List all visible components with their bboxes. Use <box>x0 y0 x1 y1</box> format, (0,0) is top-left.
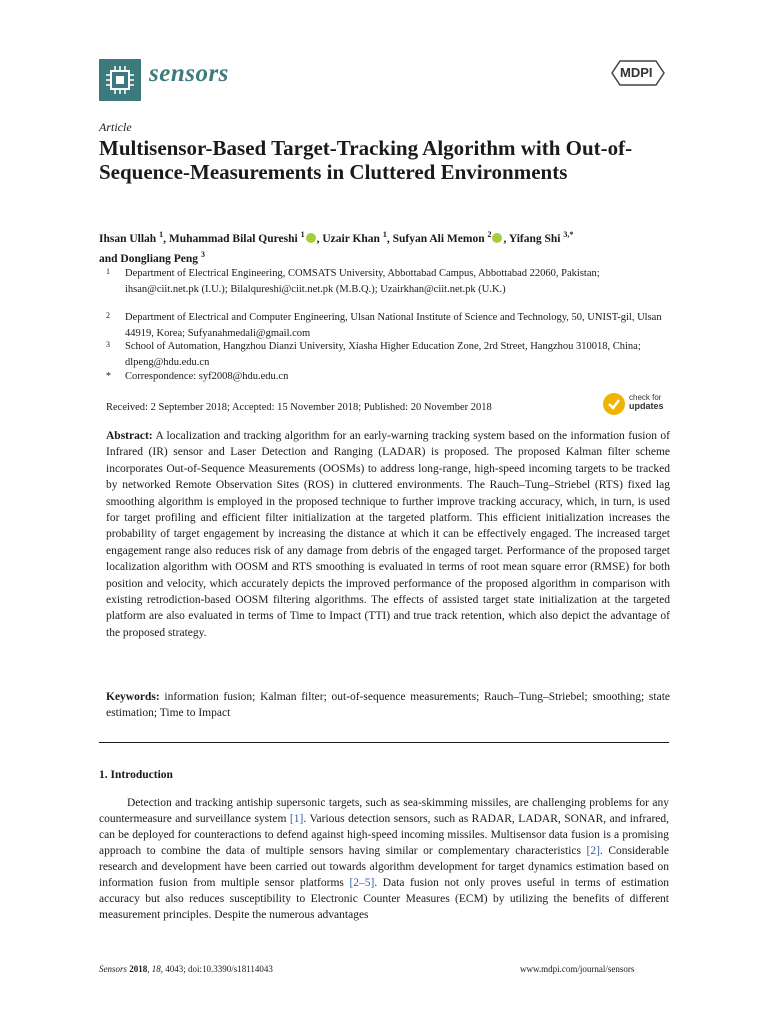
publication-dates: Received: 2 September 2018; Accepted: 15 November 2018; Published: 20 November 2018 <box>106 402 492 413</box>
journal-logo <box>99 59 141 101</box>
author-name[interactable]: Uzair Khan <box>322 232 380 245</box>
citation-link[interactable]: [2–5] <box>349 877 375 889</box>
author-name[interactable]: Muhammad Bilal Qureshi <box>168 232 298 245</box>
author-name[interactable]: Yifang Shi <box>508 232 561 245</box>
affiliation-number: 1 <box>106 267 110 276</box>
author-affil-sup: 2 <box>487 230 492 239</box>
footer-year: 2018 <box>129 964 148 974</box>
author-conjunction: and <box>99 252 118 265</box>
affiliation-number: 3 <box>106 340 110 349</box>
affiliation-number: 2 <box>106 311 110 320</box>
intro-text: . Data fusion not only proves useful in terms of estimation accuracy but also reduces susceptibility to Electronic Counter Measures (ECM) by utilizing the benefits of different measurement principles. Despite the numerous advantages <box>99 877 669 921</box>
publisher-name: MDPI <box>620 65 653 80</box>
section-divider <box>99 742 669 743</box>
author-name[interactable]: Dongliang Peng <box>120 252 199 265</box>
author-affil-sup: 1 <box>159 230 164 239</box>
check-updates-icon <box>603 393 625 415</box>
author-name[interactable]: Sufyan Ali Memon <box>392 232 485 245</box>
footer-volume: 18 <box>151 964 161 974</box>
intro-text: . Considerable research and development have been carried out towards algorithm development for target dynamics estimation based on information fusion from multiple sensor platforms <box>99 845 669 889</box>
check-updates-line1: check for <box>629 393 662 402</box>
citation-link[interactable]: [1] <box>289 813 304 825</box>
intro-paragraph <box>99 795 669 923</box>
keywords-text: information fusion; Kalman filter; out-of-sequence measurements; Rauch–Tung–Striebel; smoothing; state estimation; Time to Impact <box>106 691 670 720</box>
footer-journal: Sensors <box>99 964 128 974</box>
footer-url[interactable]: www.mdpi.com/journal/sensors <box>520 964 635 974</box>
correspondence-text: Correspondence: syf2008@hdu.edu.cn <box>125 371 289 382</box>
affiliation-2 <box>106 310 676 341</box>
correspondence <box>106 369 676 385</box>
intro-text: . Various detection sensors, such as RADAR, LADAR, SONAR, and infrared, can be deployed for counteractions to defend against high-speed incoming missiles. Multisensor data fusion is a promising approach to combine the data of multiple sensors having similar or complementary characteristics <box>99 813 670 857</box>
author-affil-sup: 3 <box>200 249 205 259</box>
footer-citation: Sensors 2018, 18, 4043; doi:10.3390/s18114043 <box>99 964 273 974</box>
affiliation-1 <box>106 266 676 297</box>
footer-doi: , 4043; doi:10.3390/s18114043 <box>160 964 273 974</box>
paper-title: Multisensor-Based Target-Tracking Algorithm with Out-of-Sequence-Measurements in Cluttered Environments <box>99 136 633 184</box>
publisher-logo <box>614 65 653 81</box>
check-for-updates-badge[interactable] <box>603 391 673 417</box>
abstract-text: A localization and tracking algorithm for an early-warning tracking system based on the information fusion of Infrared (IR) sensor and Laser Detection and Ranging (LADAR) is proposed. The proposed Kalman filter scheme incorporates Out-of-Sequence Measurements (OOSMs) to address long-range, high-speed incoming targets to be tracked by networked Remote Observation Sites (ROS) in cluttered environments. The Rauch–Tung–Striebel (RTS) fixed lag smoothing algorithm is employed in the proposed technique to further improve tracking accuracy, which, in turn, is used for target profiling and efficient filter initialization at the targeted platform. This efficient initialization increases the probability of target engagement by increasing the distance at which it can be effectively engaged. The increased target engagement range also reduces risk of any damage from debris of the engaged target. Performance of the proposed target localization algorithm with OOSM and RTS smoothing is evaluated in terms of root mean square error (RMSE) for both position and velocity, which accurately depicts the improved performance of the proposed algorithm in comparison with existing retrodiction-based OOSM filtering algorithms. The effects of assisted target state initialization at the targeted platform are also evaluated in terms of Time to Impact (TTI) and true track retention, which also depict the advantage of the proposed strategy. <box>106 430 670 639</box>
article-type: Article <box>99 120 132 134</box>
affiliation-text: Department of Electrical and Computer Engineering, Ulsan National Institute of Science and Technology, 50, UNIST-gil, Ulsan 44919, Korea; Sufyanahmedali@gmail.com <box>125 312 662 339</box>
author-affil-sup: 1 <box>382 230 387 239</box>
affiliation-text: School of Automation, Hangzhou Dianzi University, Xiasha Higher Education Zone, 2rd Street, Hangzhou 310018, China; dlpeng@hdu.edu.cn <box>125 341 641 368</box>
affiliation-3 <box>106 339 676 370</box>
intro-text: Detection and tracking antiship supersonic targets, such as sea-skimming missiles, are challenging problems for any countermeasure and surveillance system <box>99 797 669 825</box>
orcid-icon[interactable] <box>306 233 316 243</box>
author-affil-sup: 3,* <box>563 230 574 239</box>
keywords <box>106 689 670 722</box>
affiliation-number: * <box>106 371 111 382</box>
author-affil-sup: 1 <box>300 230 305 239</box>
keywords-label: Keywords: <box>106 691 160 703</box>
abstract-label: Abstract: <box>106 430 153 442</box>
orcid-icon[interactable] <box>492 233 502 243</box>
citation-link[interactable]: [2] <box>586 845 600 857</box>
affiliation-text: Department of Electrical Engineering, COMSATS University, Abbottabad Campus, Abbottabad 22060, Pakistan; ihsan@ciit.net.pk (I.U.); Bilalqureshi@ciit.net.pk (M.B.Q.); Uzairkhan@ciit.net.pk (U.K.) <box>125 268 600 295</box>
section-heading: 1. Introduction <box>99 769 173 781</box>
check-updates-line2: updates <box>629 401 664 411</box>
journal-name: sensors <box>149 60 229 87</box>
author-list: Ihsan Ullah $^1$, Muhammad Bilal Qureshi $^1$ , Uzair Khan $^1$, Sufyan Ali Memon $^2$ , Yifang Shi $^{3,*}$ and Dongliang Peng $^3$ <box>99 230 574 265</box>
author-name[interactable]: Ihsan Ullah <box>99 232 157 245</box>
abstract <box>106 428 670 641</box>
